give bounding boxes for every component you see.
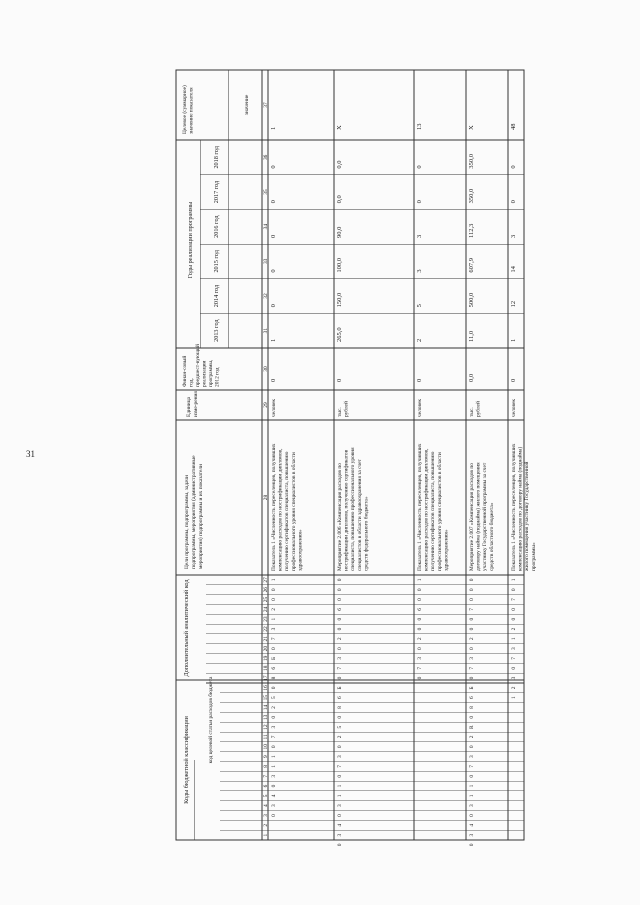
code-digit: 3 [511,647,517,650]
header-finance: год, [188,378,195,387]
row-description: Мероприятие 2.007 «Компенсация расходов по [469,463,475,571]
code-digit: 3 [417,657,423,660]
code-digit: 0 [469,774,475,778]
year-label: 2014 год [213,284,220,308]
row-description: нострификации дипломов, получению сертификатов [343,449,350,571]
row-unit: человек [417,398,423,417]
row-year-value: 12 [510,300,517,308]
column-number: 18 [263,665,269,671]
code-digit: 0 [337,814,343,817]
year-label: 2018 год [213,146,220,169]
row-year-value: 350,0 [468,188,475,204]
code-digit: 3 [469,755,475,758]
code-digit: 0 [271,814,277,817]
header-finance: программы, [208,359,214,387]
code-digit: 3 [337,804,343,807]
header-finance: Финан-совый [182,355,188,387]
row-description: специалистов в области здравоохранения за счет [356,459,363,571]
header-finance: реализации [201,360,208,387]
column-number: 10 [263,744,269,750]
code-digit: 0 [337,627,343,631]
code-digit: 0 [469,676,475,680]
code-digit: 0 [417,676,423,680]
column-number: 30 [263,366,269,372]
code-digit: 5 [271,696,277,700]
code-digit: 7 [469,666,475,670]
column-number: 28 [263,494,269,501]
column-number: 6 [263,784,269,788]
row-base-value: 0 [270,378,277,382]
code-digit: 0 [469,814,475,817]
code-digit: 1 [271,578,277,582]
column-number: 32 [263,293,269,299]
code-digit: 0 [469,617,475,621]
row-description: получению сертификатов специалиста, повышению [430,451,437,571]
code-digit: 0 [469,627,475,631]
column-number: 13 [263,714,269,721]
row-year-value: 0 [416,165,423,169]
code-digit: 1 [271,617,277,621]
code-digit: 2 [337,735,343,739]
row-description: профессионального уровня специалистов в области [290,452,297,571]
code-digit: 0 [337,598,343,601]
code-digit: 0 [271,784,277,788]
code-digit: 7 [469,765,475,768]
row-year-value: 0 [270,200,277,204]
column-number: 24 [263,606,269,613]
row-year-value: 14 [510,266,517,273]
column-number: 15 [263,694,269,701]
code-digit: 7 [511,657,517,660]
code-digit: 0 [417,627,423,631]
column-number: 7 [263,774,269,778]
code-digit: 6 [271,666,277,670]
code-digit: 3 [271,804,277,807]
column-number: 5 [263,794,269,798]
row-description: участнику Государственной программы за счет [482,462,489,571]
code-digit: 0 [271,647,277,650]
row-description: Показатель 1 «Численность переселенцев, получивших [511,443,517,571]
code-digit: 1 [511,637,517,641]
row-unit: человек [271,398,277,417]
code-digit: 2 [337,637,343,641]
code-digit: 0 [271,588,277,592]
row-unit: тыс. [337,407,343,417]
row-unit: человек [511,398,517,417]
row-year-value: 3 [416,234,423,238]
code-digit: 2 [511,686,517,690]
row-year-value: 90,0 [336,226,343,238]
row-description: компенсацию расходов по договору найма (поднайма) [517,446,524,571]
code-digit: 1 [417,578,423,582]
header-unit: Единица [186,397,192,417]
row-year-value: 11,0 [468,330,475,342]
row-year-value: 607,9 [468,258,475,273]
code-digit: 2 [271,608,277,611]
code-digit: 2 [469,637,475,641]
code-digit: 0 [417,588,423,592]
code-digit: 7 [337,666,343,670]
column-number: 17 [263,675,269,681]
code-digit: 3 [337,833,343,837]
code-digit: 3 [271,725,277,729]
code-digit: 7 [271,637,277,641]
row-unit: тыс. [469,407,475,417]
code-digit: 3 [337,755,343,758]
code-digit: 1 [271,755,277,758]
row-year-value: 100,0 [336,258,343,273]
code-digit: Б [271,656,277,660]
row-description: средств областного бюджета» [488,502,495,571]
row-description: договору найма (поднайма) жилого помещения [475,462,482,571]
code-digit: 7 [511,598,517,601]
row-target-value: 13 [416,123,423,130]
column-number: 9 [263,755,269,758]
column-number: 33 [263,258,269,265]
row-target-value: 48 [510,123,517,130]
code-digit: 8 [469,706,475,709]
row-description: специалиста, повышению профессионального уровня [350,447,357,571]
column-number: 2 [263,823,269,827]
row-year-value: 0 [270,165,277,169]
code-digit: 6 [337,696,343,700]
header-target-value: значение [244,94,250,116]
column-number: 37 [263,102,269,108]
row-year-value: 0 [270,269,277,273]
column-number: 31 [263,327,269,334]
row-target-value: 1 [270,126,277,130]
column-number: 23 [263,616,269,622]
row-year-value: 5 [416,304,423,308]
row-description: компенсацию расходов по нострификации дипломов, [277,448,284,571]
header-unit: изме-рения [193,391,199,417]
code-digit: 0 [511,666,517,670]
code-digit: 0 [337,617,343,621]
row-year-value: 2 [416,338,423,342]
row-base-value: 0 [336,378,343,382]
column-number: 36 [263,154,269,161]
code-digit: 7 [417,666,423,670]
header-goals: Цели программы, подпрограммы, задачи [184,475,190,569]
row-year-value: 265,0 [336,327,343,342]
row-description: Показатель 1 «Численность переселенцев, получивших [417,443,423,571]
code-digit: 6 [469,696,475,700]
row-description: жилого помещения участнику Государственной [524,461,531,571]
code-digit: R [469,725,475,729]
row-target-value: Х [336,125,343,130]
header-target: значение показателя [188,87,195,134]
row-year-value: 0 [270,234,277,238]
code-digit: 3 [337,657,343,660]
code-digit: 1 [469,784,475,788]
row-year-value: 3 [510,234,517,238]
row-unit: рублей [475,401,482,417]
row-year-value: 1 [510,338,517,342]
code-digit: 0 [417,598,423,601]
code-digit: 7 [337,765,343,768]
row-year-value: 0,0 [336,160,343,169]
row-base-value: 0 [510,378,517,382]
header-target: Целевое (суммарное) [182,85,188,134]
code-digit: 0 [271,686,277,690]
column-number: 1 [263,833,269,837]
row-description: Мероприятие 2.006 «Компенсация расходов по [337,463,343,571]
code-digit: 0 [337,745,343,749]
code-digit: 2 [417,637,423,641]
code-digit: 4 [337,823,343,827]
code-digit: 1 [271,765,277,768]
code-digit: 2 [271,706,277,709]
code-digit: 0 [469,578,475,582]
year-label: 2017 год [213,180,220,204]
code-digit: 1 [337,794,343,798]
year-label: 2016 год [213,215,220,238]
column-number: 4 [263,804,269,807]
row-year-value: 112,3 [468,223,475,238]
row-target-value: Х [468,125,475,130]
code-digit: 0 [337,647,343,650]
row-year-value: 150,0 [336,292,343,308]
row-description: средств федерального бюджета» [363,496,370,571]
header-finance: предшест-вующий [195,344,201,387]
header-goals: подпрограммы, мероприятия (административные [191,455,197,569]
code-digit: 0 [469,715,475,719]
code-digit: 5 [337,725,343,729]
code-digit: 6 [417,608,423,611]
code-digit: 1 [337,784,343,788]
row-description: программы» [530,542,537,571]
header-budget-codes: Коды бюджетной классификации [183,716,190,804]
code-digit: 0 [337,715,343,719]
row-year-value: 500,0 [468,292,475,308]
code-digit: 3 [469,833,475,837]
code-digit: 0 [337,588,343,592]
code-digit: Б [469,686,475,690]
code-digit: 0 [271,715,277,719]
code-digit: 8 [337,706,343,709]
header-goals: мероприятия) подпрограммы и их показатели [198,464,204,569]
column-number: 14 [263,704,269,711]
page-number: 31 [26,449,35,459]
code-digit: 1 [469,794,475,798]
code-digit: 3 [511,676,517,680]
column-number: 27 [263,577,269,583]
code-digit: 8 [271,676,277,680]
column-number: 29 [263,402,269,408]
row-description: здравоохранения» [297,529,304,571]
column-number: 12 [263,724,269,730]
code-digit: 0 [511,617,517,621]
row-year-value: 0 [416,200,423,204]
code-digit: 0 [511,588,517,592]
code-digit: 6 [337,608,343,611]
row-description: компенсацию расходов по нострификации дипломов, [423,448,430,571]
row-year-value: 3 [416,269,423,273]
row-year-value: 0,0 [336,195,343,204]
code-digit: 0 [417,647,423,650]
column-number: 8 [263,765,269,768]
code-digit: 0 [417,617,423,621]
row-year-value: 1 [270,338,277,342]
row-year-value: 0 [510,165,517,169]
header-finance: 2012 год [214,367,221,387]
row-description: профессионального уровня специалистов в области [436,452,443,571]
code-digit: 3 [271,774,277,778]
code-digit: Б [337,686,343,690]
column-number: 19 [263,655,269,662]
code-digit: 0 [469,745,475,749]
code-digit: 0 [337,843,343,847]
code-digit: 0 [511,608,517,611]
code-digit: 0 [469,598,475,601]
column-number: 16 [263,685,269,691]
header-years-title: Годы реализации программы [187,201,194,279]
year-label: 2015 год [213,250,220,273]
column-number: 22 [263,626,269,632]
row-year-value: 0 [510,200,517,204]
column-number: 25 [263,596,269,603]
code-digit: 4 [271,794,277,798]
code-digit: 7 [469,608,475,611]
row-base-value: 0 [416,378,423,382]
code-digit: 3 [271,627,277,631]
code-digit: 0 [469,588,475,592]
column-number: 35 [263,189,269,195]
code-digit: 0 [337,578,343,582]
row-year-value: 0 [270,304,277,308]
code-digit: 1 [511,578,517,582]
row-description: Показатель 1 «Численность переселенцев, получивших [271,443,277,571]
code-digit: 4 [469,823,475,827]
header-additional-code: Дополнительный аналитический код [183,579,190,677]
code-digit: 0 [337,774,343,778]
code-digit: 0 [271,745,277,749]
code-digit: 0 [337,676,343,680]
code-digit: 0 [271,598,277,601]
code-digit: 3 [469,657,475,660]
row-year-value: 350,0 [468,154,475,169]
code-digit: 0 [469,647,475,650]
column-number: 26 [263,587,269,593]
code-digit: 2 [469,735,475,739]
column-number: 34 [263,223,269,230]
column-number: 20 [263,645,269,652]
year-label: 2013 год [213,319,220,342]
column-number: 3 [263,814,269,817]
code-digit: 3 [469,804,475,807]
header-target-expense: код целевой статьи расходов бюджета [208,676,214,764]
column-number: 21 [263,636,269,642]
column-number: 11 [263,734,269,740]
row-unit: рублей [343,401,350,417]
code-digit: 7 [271,735,277,739]
code-digit: 2 [511,627,517,631]
code-digit: 0 [469,843,475,847]
row-description: здравоохранения» [443,529,450,571]
row-description: получению сертификатов специалиста, повышению [284,451,291,571]
row-base-value: 0,0 [468,373,475,382]
code-digit: 1 [511,696,517,700]
